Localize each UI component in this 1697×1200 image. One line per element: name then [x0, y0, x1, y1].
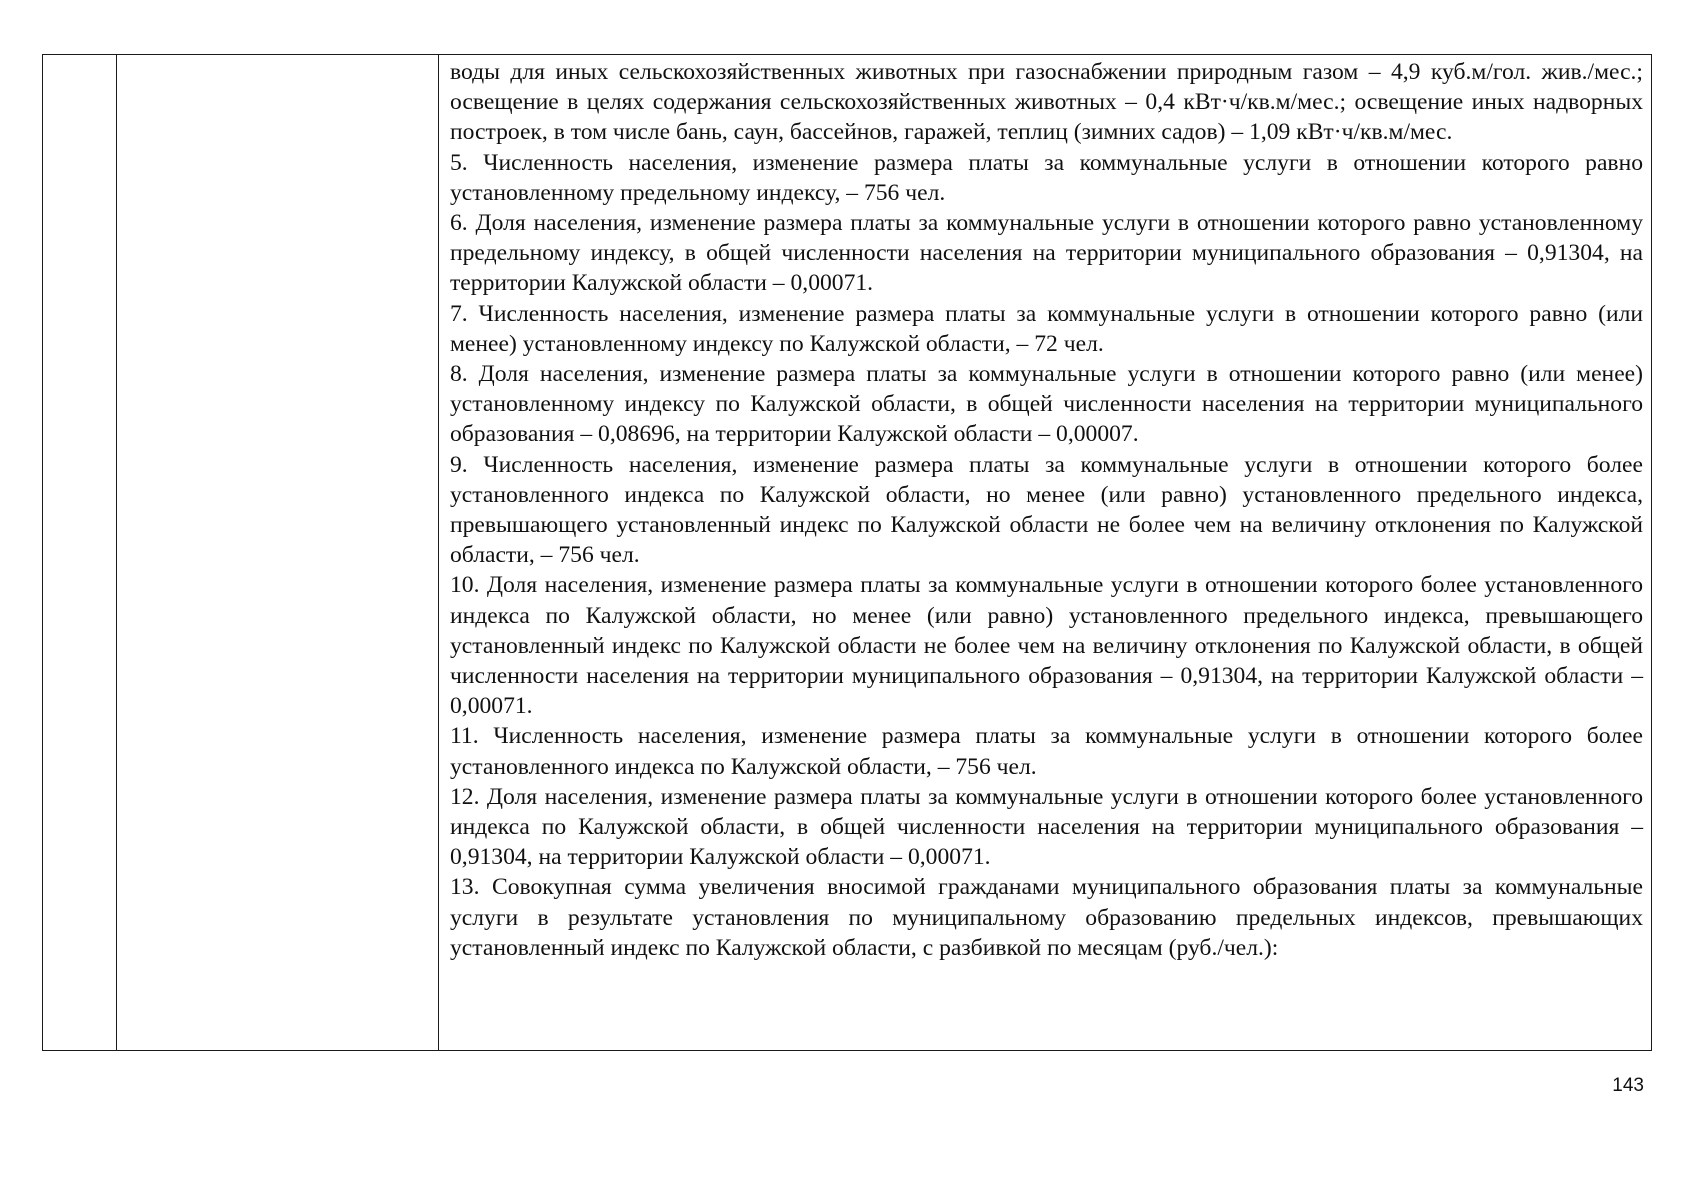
- table-column-content: [439, 55, 1651, 1050]
- table-column-number: [43, 55, 117, 1050]
- page-number: 143: [1612, 1075, 1644, 1096]
- paragraph-item-13: 13. Совокупная сумма увеличения вносимой гражданами муниципального образования платы за коммунальные услуги в результате установления по муниципальному образованию предельных индексов, превышающих установленный индекс по Калужской области, с разбивкой по месяцам (руб./чел.):: [450, 874, 1643, 961]
- paragraph-item-8: 8. Доля населения, изменение размера платы за коммунальные услуги в отношении которого равно (или менее) установленному индексу по Калужской области, в общей численности населения на территории муниципального образования – 0,08696, на территории Калужской области – 0,00007.: [450, 361, 1643, 448]
- paragraph-item-9: 9. Численность населения, изменение размера платы за коммунальные услуги в отношении которого более установленного индекса по Калужской области, но менее (или равно) установленного предельного индекса, превышающего установленный индекс по Калужской области не более чем на величину отклонения по Калужской области, – 756 чел.: [450, 451, 1643, 569]
- paragraph-item-5: 5. Численность населения, изменение размера платы за коммунальные услуги в отношении которого равно установленному предельному индексу, – 756 чел.: [450, 149, 1643, 206]
- document-table: [42, 54, 1652, 1051]
- paragraph-item-11: 11. Численность населения, изменение размера платы за коммунальные услуги в отношении которого более установленного индекса по Калужской области, – 756 чел.: [450, 723, 1643, 780]
- paragraph-item-10: 10. Доля населения, изменение размера платы за коммунальные услуги в отношении которого более установленного индекса по Калужской области, но менее (или равно) установленного предельного индекса, превышающего установленный индекс по Калужской области не более чем на величину отклонения по Калужской области, в общей численности населения на территории муниципального образования – 0,91304, на территории Калужской области – 0,00071.: [450, 572, 1643, 720]
- paragraph-item-6: 6. Доля населения, изменение размера платы за коммунальные услуги в отношении которого равно установленному предельному индексу, в общей численности населения на территории муниципального образования – 0,91304, на территории Калужской области – 0,00071.: [450, 210, 1643, 297]
- paragraph-item-7: 7. Численность населения, изменение размера платы за коммунальные услуги в отношении которого равно (или менее) установленному индексу по Калужской области, – 72 чел.: [450, 300, 1643, 357]
- paragraph-continuation: воды для иных сельскохозяйственных животных при газоснабжении природным газом – 4,9 куб.м/гол. жив./мес.; освещение в целях содержания сельскохозяйственных животных – 0,4 кВт·ч/кв.м/мес.; освещение иных надворных построек, в том числе бань, саун, бассейнов, гаражей, теплиц (зимних садов) – 1,09 кВт·ч/кв.м/мес.: [450, 59, 1643, 146]
- paragraph-item-12: 12. Доля населения, изменение размера платы за коммунальные услуги в отношении которого более установленного индекса по Калужской области, в общей численности населения на территории муниципального образования – 0,91304, на территории Калужской области – 0,00071.: [450, 783, 1643, 871]
- table-column-name: [117, 55, 439, 1050]
